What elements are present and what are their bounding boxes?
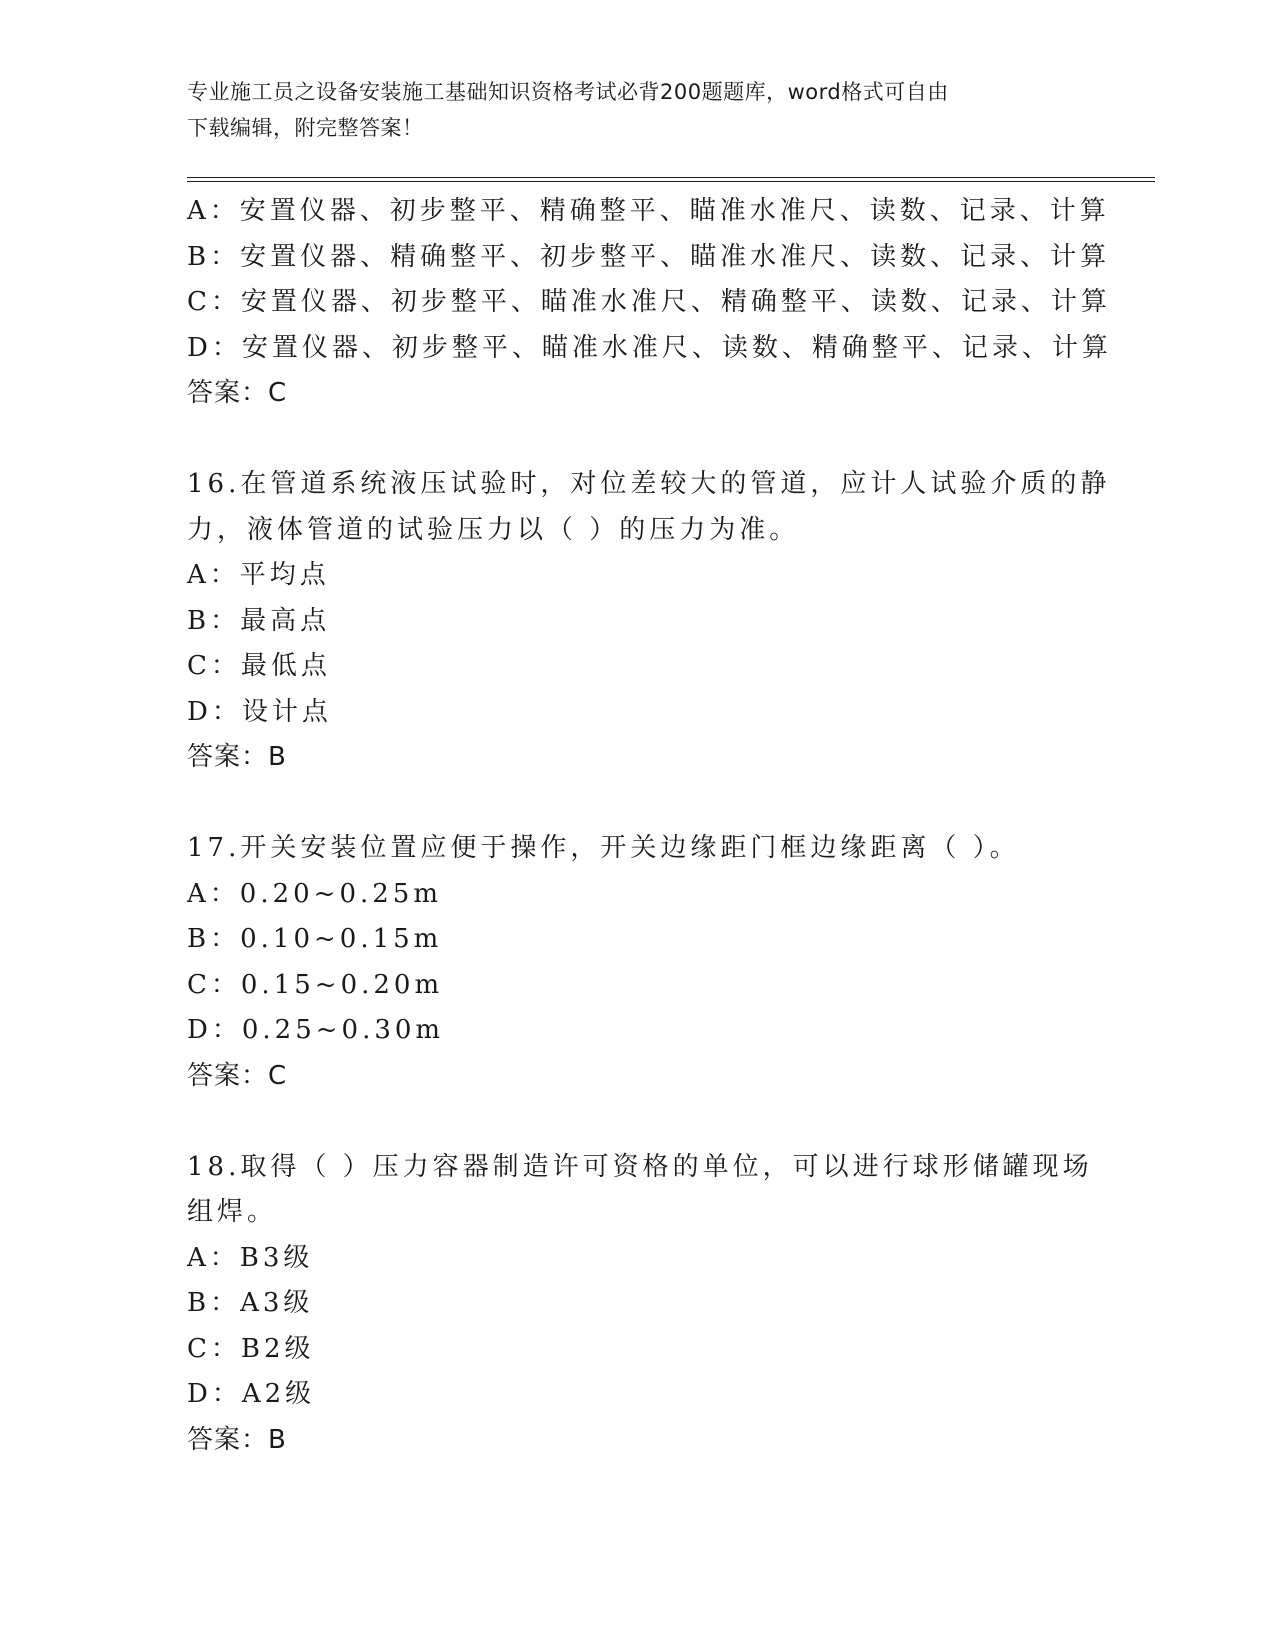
option-a: A：安置仪器、初步整平、精确整平、瞄准水准尺、读数、记录、计算 bbox=[187, 196, 1110, 226]
answer: 答案：C bbox=[187, 1060, 288, 1091]
option-c: C：B2级 bbox=[187, 1333, 315, 1364]
answer: 答案：B bbox=[187, 742, 287, 772]
question-15 bbox=[187, 189, 1112, 417]
header-line-2: 下载编辑，附完整答案！ bbox=[187, 116, 424, 140]
answer: 答案：C bbox=[187, 378, 288, 408]
question-17 bbox=[187, 826, 1087, 1099]
question-stem: 16.在管道系统液压试验时，对位差较大的管道，应计人试验介质的静 bbox=[187, 469, 1111, 499]
question-list bbox=[187, 189, 1112, 1463]
option-b: B：A3级 bbox=[187, 1288, 314, 1318]
option-d: D：0.25~0.30m bbox=[187, 1015, 445, 1045]
question-stem: 17.开关安装位置应便于操作，开关边缘距门框边缘距离（ ）。 bbox=[187, 833, 1020, 863]
answer: 答案：B bbox=[187, 1424, 287, 1455]
option-a: A：0.20~0.25m bbox=[187, 878, 442, 909]
option-a: A：平均点 bbox=[187, 560, 330, 590]
option-c: C：最低点 bbox=[187, 651, 331, 681]
header-divider bbox=[187, 177, 1155, 182]
option-d: D：设计点 bbox=[187, 696, 332, 727]
option-c: C：安置仪器、初步整平、瞄准水准尺、精确整平、读数、记录、计算 bbox=[187, 287, 1111, 317]
option-d: D：安置仪器、初步整平、瞄准水准尺、读数、精确整平、记录、计算 bbox=[187, 332, 1112, 363]
question-16 bbox=[187, 462, 1111, 781]
header-line-1: 专业施工员之设备安装施工基础知识资格考试必背200题题库，word格式可自由 bbox=[187, 80, 949, 104]
question-stem-cont: 力，液体管道的试验压力以（ ）的压力为准。 bbox=[187, 514, 800, 545]
question-stem: 18.取得（ ）压力容器制造许可资格的单位，可以进行球形储罐现场 bbox=[187, 1151, 1093, 1182]
option-c: C：0.15~0.20m bbox=[187, 969, 444, 1000]
question-18 bbox=[187, 1145, 1093, 1464]
option-a: A：B3级 bbox=[187, 1242, 314, 1273]
option-d: D：A2级 bbox=[187, 1379, 316, 1409]
question-stem-cont: 组焊。 bbox=[187, 1197, 278, 1227]
option-b: B：0.10~0.15m bbox=[187, 924, 443, 954]
option-b: B：最高点 bbox=[187, 605, 331, 636]
option-b: B：安置仪器、精确整平、初步整平、瞄准水准尺、读数、记录、计算 bbox=[187, 241, 1111, 272]
document-header bbox=[187, 74, 1067, 146]
